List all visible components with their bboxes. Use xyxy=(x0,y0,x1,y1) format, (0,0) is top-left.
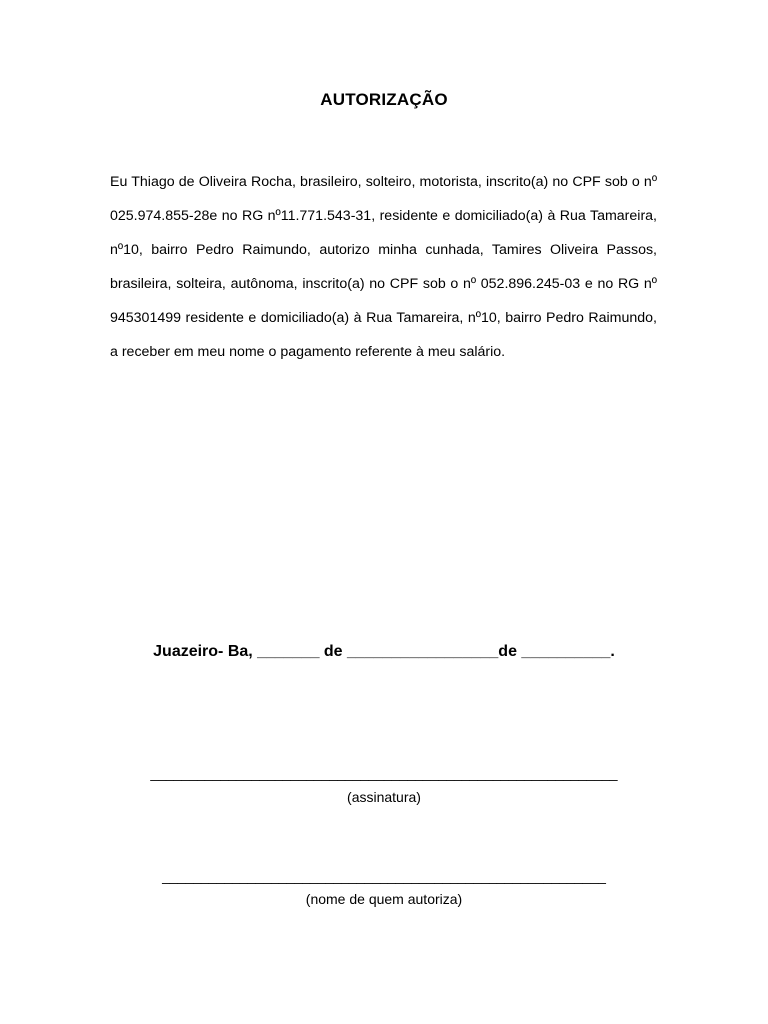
document-title: AUTORIZAÇÃO xyxy=(320,90,448,109)
name-caption: (nome de quem autoriza) xyxy=(305,891,463,907)
place-date-line: Juazeiro- Ba, _______ de _________________de __________. xyxy=(153,643,615,660)
signature-line: ____________________________________________________________ xyxy=(150,765,618,781)
signature-caption: (assinatura) xyxy=(347,789,421,805)
name-line: _________________________________________________________ xyxy=(162,868,606,884)
authorization-paragraph: Eu Thiago de Oliveira Rocha, brasileiro, solteiro, motorista, inscrito(a) no CPF sob o nº 025.974.855-28e no RG nº11.771.543-31, residente e domiciliado(a) à Rua Tamareira, nº10, bairro Pedro Raimundo, autorizo minha cunhada, Tamires Oliveira Passos, brasileira, solteira, autônoma, inscrito(a) no CPF sob o nº 052.896.245-03 e no RG nº 945301499 residente e domiciliado(a) à Rua Tamareira, nº10, bairro Pedro Raimundo, a receber em meu nome o pagamento referente à meu salário. xyxy=(110,174,657,360)
